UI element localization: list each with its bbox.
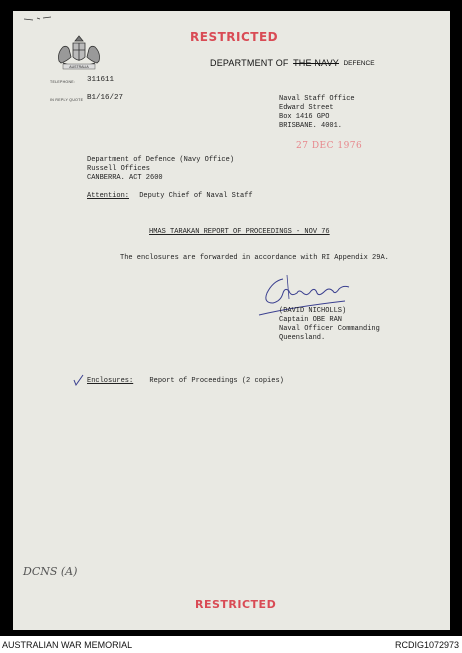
restricted-stamp-bottom: RESTRICTED: [195, 598, 277, 611]
signatory-rank: Captain OBE RAN: [279, 316, 343, 324]
restricted-stamp-top: RESTRICTED: [190, 30, 279, 44]
body-text: The enclosures are forwarded in accordance with RI Appendix 29A.: [120, 254, 389, 262]
reply-quote-value: B1/16/27: [87, 94, 124, 102]
svg-text:AUSTRALIA: AUSTRALIA: [69, 65, 89, 69]
enclosures-value: Report of Proceedings (2 copies): [149, 377, 284, 385]
reply-quote-label: IN REPLY QUOTE: [50, 98, 84, 102]
recipient-line-1: Department of Defence (Navy Office): [87, 156, 235, 164]
footer-record-id: RCDIG1072973: [394, 640, 459, 650]
enclosures-label: Enclosures:: [87, 377, 134, 385]
sender-line-4: BRISBANE. 4001.: [279, 122, 343, 130]
signatory-name: (DAVID NICHOLLS): [279, 307, 347, 315]
subject-line: HMAS TARAKAN REPORT OF PROCEEDINGS - NOV 76: [149, 228, 330, 236]
attention-value: Deputy Chief of Naval Staff: [139, 192, 253, 200]
signatory-title: Naval Officer Commanding: [279, 325, 380, 333]
department-label: DEPARTMENT OF: [210, 58, 289, 68]
enclosures-line: [87, 377, 284, 386]
defence-label: DEFENCE: [343, 60, 375, 67]
attention-label: Attention:: [87, 192, 130, 200]
handwritten-note: DCNS (A): [23, 565, 78, 578]
footer-archive-name: AUSTRALIAN WAR MEMORIAL: [2, 640, 133, 650]
telephone-value: 311611: [87, 76, 115, 84]
recipient-line-3: CANBERRA. ACT 2600: [87, 174, 163, 182]
telephone-label: TELEPHONE:: [50, 80, 76, 84]
sender-address: [279, 95, 355, 131]
attention-line: [87, 192, 253, 201]
date-stamp: 27 DEC 1976: [296, 141, 363, 151]
coat-of-arms-emblem: [51, 33, 107, 73]
recipient-line-2: Russell Offices: [87, 165, 151, 173]
sender-line-3: Box 1416 GPO: [279, 113, 330, 121]
document-page: [13, 11, 450, 630]
ink-scribble-mark: [23, 15, 53, 23]
recipient-address: [87, 156, 234, 183]
signature-block: [279, 307, 380, 343]
enclosure-checkmark: [71, 373, 85, 387]
sender-line-1: Naval Staff Office: [279, 95, 355, 103]
sender-line-2: Edward Street: [279, 104, 334, 112]
struck-text: THE NAVY: [293, 58, 340, 68]
archive-footer: [0, 636, 462, 653]
signatory-place: Queensland.: [279, 334, 326, 342]
department-heading: [210, 53, 375, 71]
